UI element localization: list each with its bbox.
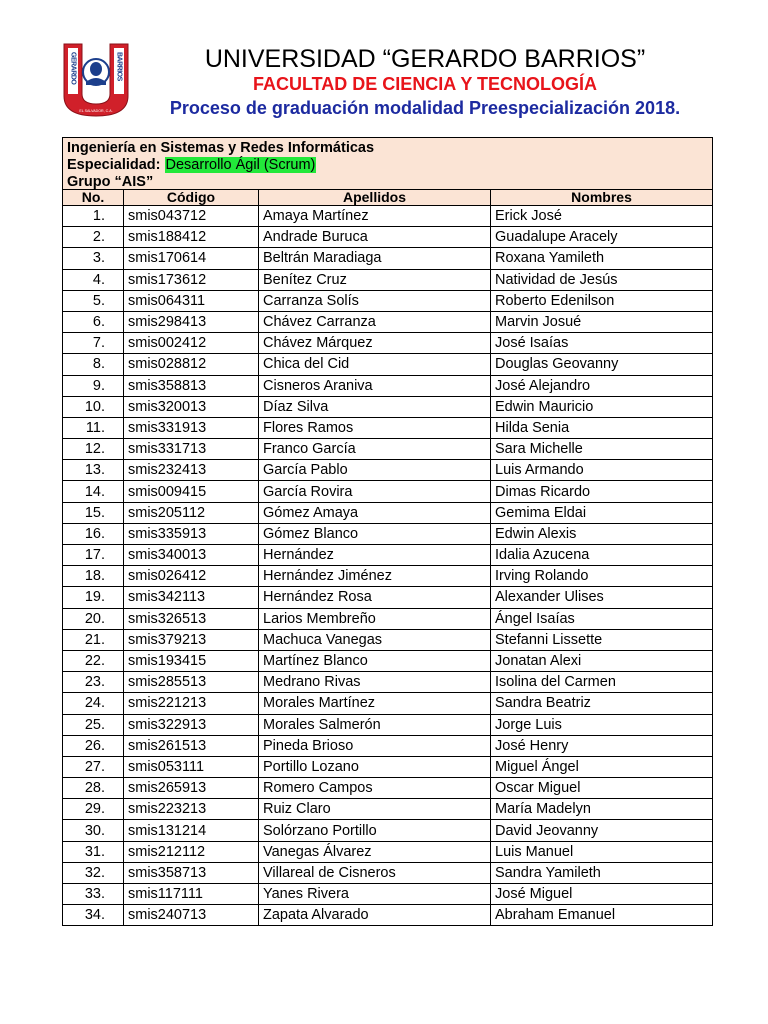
student-names: Roxana Yamileth bbox=[491, 248, 713, 269]
table-row bbox=[63, 396, 713, 417]
student-names: María Madelyn bbox=[491, 799, 713, 820]
student-names: Luis Manuel bbox=[491, 841, 713, 862]
student-code: smis212112 bbox=[124, 841, 259, 862]
student-names: Isolina del Carmen bbox=[491, 672, 713, 693]
student-surnames: Morales Salmerón bbox=[259, 714, 491, 735]
student-names: Irving Rolando bbox=[491, 566, 713, 587]
student-surnames: Hernández Rosa bbox=[259, 587, 491, 608]
table-row bbox=[63, 629, 713, 650]
row-number: 26. bbox=[63, 735, 124, 756]
row-number: 20. bbox=[63, 608, 124, 629]
row-number: 1. bbox=[63, 206, 124, 227]
student-code: smis379213 bbox=[124, 629, 259, 650]
table-row bbox=[63, 905, 713, 926]
student-names: Gemima Eldai bbox=[491, 502, 713, 523]
row-number: 24. bbox=[63, 693, 124, 714]
university-title: UNIVERSIDAD “GERARDO BARRIOS” bbox=[204, 45, 646, 73]
student-surnames: Beltrán Maradiaga bbox=[259, 248, 491, 269]
group-info bbox=[63, 138, 713, 190]
student-names: David Jeovanny bbox=[491, 820, 713, 841]
student-surnames: Hernández bbox=[259, 545, 491, 566]
table-row bbox=[63, 693, 713, 714]
student-surnames: Pineda Brioso bbox=[259, 735, 491, 756]
row-number: 12. bbox=[63, 439, 124, 460]
table-row bbox=[63, 545, 713, 566]
column-header-names: Nombres bbox=[491, 190, 713, 206]
student-names: Miguel Ángel bbox=[491, 756, 713, 777]
row-number: 17. bbox=[63, 545, 124, 566]
table-row bbox=[63, 481, 713, 502]
student-code: smis232413 bbox=[124, 460, 259, 481]
table-row bbox=[63, 735, 713, 756]
table-row bbox=[63, 587, 713, 608]
student-code: smis340013 bbox=[124, 545, 259, 566]
student-surnames: Díaz Silva bbox=[259, 396, 491, 417]
row-number: 19. bbox=[63, 587, 124, 608]
logo-bottom-text: EL SALVADOR, C.A. bbox=[79, 109, 113, 113]
row-number: 15. bbox=[63, 502, 124, 523]
student-names: Sandra Beatriz bbox=[491, 693, 713, 714]
table-row bbox=[63, 248, 713, 269]
student-surnames: Chávez Márquez bbox=[259, 333, 491, 354]
student-code: smis326513 bbox=[124, 608, 259, 629]
row-number: 27. bbox=[63, 756, 124, 777]
table-row bbox=[63, 841, 713, 862]
student-code: smis193415 bbox=[124, 650, 259, 671]
student-names: Roberto Edenilson bbox=[491, 290, 713, 311]
row-number: 6. bbox=[63, 311, 124, 332]
student-surnames: Yanes Rivera bbox=[259, 884, 491, 905]
student-surnames: Gómez Blanco bbox=[259, 523, 491, 544]
student-names: José Isaías bbox=[491, 333, 713, 354]
column-header-surnames: Apellidos bbox=[259, 190, 491, 206]
student-code: smis322913 bbox=[124, 714, 259, 735]
student-roster-table bbox=[62, 137, 713, 926]
student-names: Idalia Azucena bbox=[491, 545, 713, 566]
table-row bbox=[63, 650, 713, 671]
row-number: 28. bbox=[63, 778, 124, 799]
row-number: 16. bbox=[63, 523, 124, 544]
table-row bbox=[63, 884, 713, 905]
student-names: Dimas Ricardo bbox=[491, 481, 713, 502]
student-code: smis028812 bbox=[124, 354, 259, 375]
student-names: Stefanni Lissette bbox=[491, 629, 713, 650]
student-surnames: Hernández Jiménez bbox=[259, 566, 491, 587]
career-name: Ingeniería en Sistemas y Redes Informáticas bbox=[67, 140, 375, 156]
table-row bbox=[63, 566, 713, 587]
student-surnames: Ruiz Claro bbox=[259, 799, 491, 820]
row-number: 11. bbox=[63, 417, 124, 438]
table-row bbox=[63, 523, 713, 544]
student-names: Jorge Luis bbox=[491, 714, 713, 735]
row-number: 22. bbox=[63, 650, 124, 671]
student-code: smis221213 bbox=[124, 693, 259, 714]
student-code: smis240713 bbox=[124, 905, 259, 926]
student-surnames: Romero Campos bbox=[259, 778, 491, 799]
table-row bbox=[63, 354, 713, 375]
row-number: 32. bbox=[63, 862, 124, 883]
student-surnames: Larios Membreño bbox=[259, 608, 491, 629]
student-surnames: Amaya Martínez bbox=[259, 206, 491, 227]
student-names: Abraham Emanuel bbox=[491, 905, 713, 926]
student-surnames: García Rovira bbox=[259, 481, 491, 502]
table-row bbox=[63, 778, 713, 799]
student-code: smis335913 bbox=[124, 523, 259, 544]
student-surnames: Chica del Cid bbox=[259, 354, 491, 375]
student-names: Luis Armando bbox=[491, 460, 713, 481]
row-number: 2. bbox=[63, 227, 124, 248]
table-row bbox=[63, 311, 713, 332]
student-code: smis026412 bbox=[124, 566, 259, 587]
student-code: smis053111 bbox=[124, 756, 259, 777]
student-names: Hilda Senia bbox=[491, 417, 713, 438]
student-code: smis064311 bbox=[124, 290, 259, 311]
student-surnames: Chávez Carranza bbox=[259, 311, 491, 332]
row-number: 5. bbox=[63, 290, 124, 311]
student-surnames: Gómez Amaya bbox=[259, 502, 491, 523]
row-number: 25. bbox=[63, 714, 124, 735]
student-code: smis205112 bbox=[124, 502, 259, 523]
student-surnames: Machuca Vanegas bbox=[259, 629, 491, 650]
column-header-code: Código bbox=[124, 190, 259, 206]
student-surnames: Villareal de Cisneros bbox=[259, 862, 491, 883]
table-row bbox=[63, 756, 713, 777]
student-code: smis320013 bbox=[124, 396, 259, 417]
table-row bbox=[63, 227, 713, 248]
student-surnames: Medrano Rivas bbox=[259, 672, 491, 693]
student-names: Sara Michelle bbox=[491, 439, 713, 460]
student-surnames: Morales Martínez bbox=[259, 693, 491, 714]
student-surnames: Carranza Solís bbox=[259, 290, 491, 311]
student-code: smis009415 bbox=[124, 481, 259, 502]
student-surnames: Franco García bbox=[259, 439, 491, 460]
row-number: 9. bbox=[63, 375, 124, 396]
student-code: smis331913 bbox=[124, 417, 259, 438]
student-code: smis261513 bbox=[124, 735, 259, 756]
logo-left-text: GERARDO bbox=[69, 52, 77, 85]
logo-right-text: BARRIOS bbox=[115, 52, 123, 81]
row-number: 34. bbox=[63, 905, 124, 926]
student-names: Alexander Ulises bbox=[491, 587, 713, 608]
row-number: 18. bbox=[63, 566, 124, 587]
student-names: Ángel Isaías bbox=[491, 608, 713, 629]
student-code: smis223213 bbox=[124, 799, 259, 820]
student-surnames: Flores Ramos bbox=[259, 417, 491, 438]
student-surnames: Benítez Cruz bbox=[259, 269, 491, 290]
student-code: smis131214 bbox=[124, 820, 259, 841]
row-number: 21. bbox=[63, 629, 124, 650]
row-number: 13. bbox=[63, 460, 124, 481]
row-number: 29. bbox=[63, 799, 124, 820]
specialty-line bbox=[67, 155, 708, 172]
column-header-no: No. bbox=[63, 190, 124, 206]
student-names: Sandra Yamileth bbox=[491, 862, 713, 883]
document-header bbox=[140, 42, 710, 119]
table-row bbox=[63, 206, 713, 227]
student-surnames: García Pablo bbox=[259, 460, 491, 481]
student-surnames: Solórzano Portillo bbox=[259, 820, 491, 841]
student-names: Natividad de Jesús bbox=[491, 269, 713, 290]
row-number: 10. bbox=[63, 396, 124, 417]
table-row bbox=[63, 439, 713, 460]
student-code: smis285513 bbox=[124, 672, 259, 693]
row-number: 33. bbox=[63, 884, 124, 905]
row-number: 31. bbox=[63, 841, 124, 862]
student-code: smis298413 bbox=[124, 311, 259, 332]
student-surnames: Andrade Buruca bbox=[259, 227, 491, 248]
row-number: 14. bbox=[63, 481, 124, 502]
table-row bbox=[63, 333, 713, 354]
student-names: José Miguel bbox=[491, 884, 713, 905]
student-names: Edwin Alexis bbox=[491, 523, 713, 544]
student-code: smis331713 bbox=[124, 439, 259, 460]
specialty-label: Especialidad: bbox=[67, 157, 161, 173]
student-names: José Henry bbox=[491, 735, 713, 756]
student-names: Erick José bbox=[491, 206, 713, 227]
table-row bbox=[63, 672, 713, 693]
student-code: smis117111 bbox=[124, 884, 259, 905]
student-code: smis043712 bbox=[124, 206, 259, 227]
student-code: smis188412 bbox=[124, 227, 259, 248]
student-code: smis342113 bbox=[124, 587, 259, 608]
table-row bbox=[63, 417, 713, 438]
student-names: José Alejandro bbox=[491, 375, 713, 396]
table-row bbox=[63, 608, 713, 629]
student-code: smis358813 bbox=[124, 375, 259, 396]
row-number: 3. bbox=[63, 248, 124, 269]
student-code: smis002412 bbox=[124, 333, 259, 354]
table-row bbox=[63, 799, 713, 820]
table-row bbox=[63, 820, 713, 841]
student-surnames: Martínez Blanco bbox=[259, 650, 491, 671]
row-number: 4. bbox=[63, 269, 124, 290]
faculty-title: FACULTAD DE CIENCIA Y TECNOLOGÍA bbox=[252, 74, 597, 94]
column-header-row bbox=[63, 190, 713, 206]
row-number: 7. bbox=[63, 333, 124, 354]
student-code: smis265913 bbox=[124, 778, 259, 799]
table-row bbox=[63, 375, 713, 396]
student-names: Guadalupe Aracely bbox=[491, 227, 713, 248]
table-row bbox=[63, 862, 713, 883]
student-surnames: Vanegas Álvarez bbox=[259, 841, 491, 862]
student-surnames: Zapata Alvarado bbox=[259, 905, 491, 926]
student-surnames: Cisneros Araniva bbox=[259, 375, 491, 396]
specialty-value: Desarrollo Ágil (Scrum) bbox=[165, 157, 316, 173]
row-number: 23. bbox=[63, 672, 124, 693]
row-number: 8. bbox=[63, 354, 124, 375]
table-row bbox=[63, 290, 713, 311]
table-row bbox=[63, 460, 713, 481]
table-row bbox=[63, 269, 713, 290]
student-names: Douglas Geovanny bbox=[491, 354, 713, 375]
student-surnames: Portillo Lozano bbox=[259, 756, 491, 777]
process-title: Proceso de graduación modalidad Preespecialización 2018. bbox=[169, 98, 681, 118]
student-names: Edwin Mauricio bbox=[491, 396, 713, 417]
student-code: smis173612 bbox=[124, 269, 259, 290]
student-names: Oscar Miguel bbox=[491, 778, 713, 799]
student-code: smis170614 bbox=[124, 248, 259, 269]
group-name: Grupo “AIS” bbox=[67, 174, 154, 190]
university-logo bbox=[62, 42, 130, 118]
student-code: smis358713 bbox=[124, 862, 259, 883]
table-row bbox=[63, 714, 713, 735]
table-row bbox=[63, 502, 713, 523]
row-number: 30. bbox=[63, 820, 124, 841]
student-names: Marvin Josué bbox=[491, 311, 713, 332]
student-names: Jonatan Alexi bbox=[491, 650, 713, 671]
